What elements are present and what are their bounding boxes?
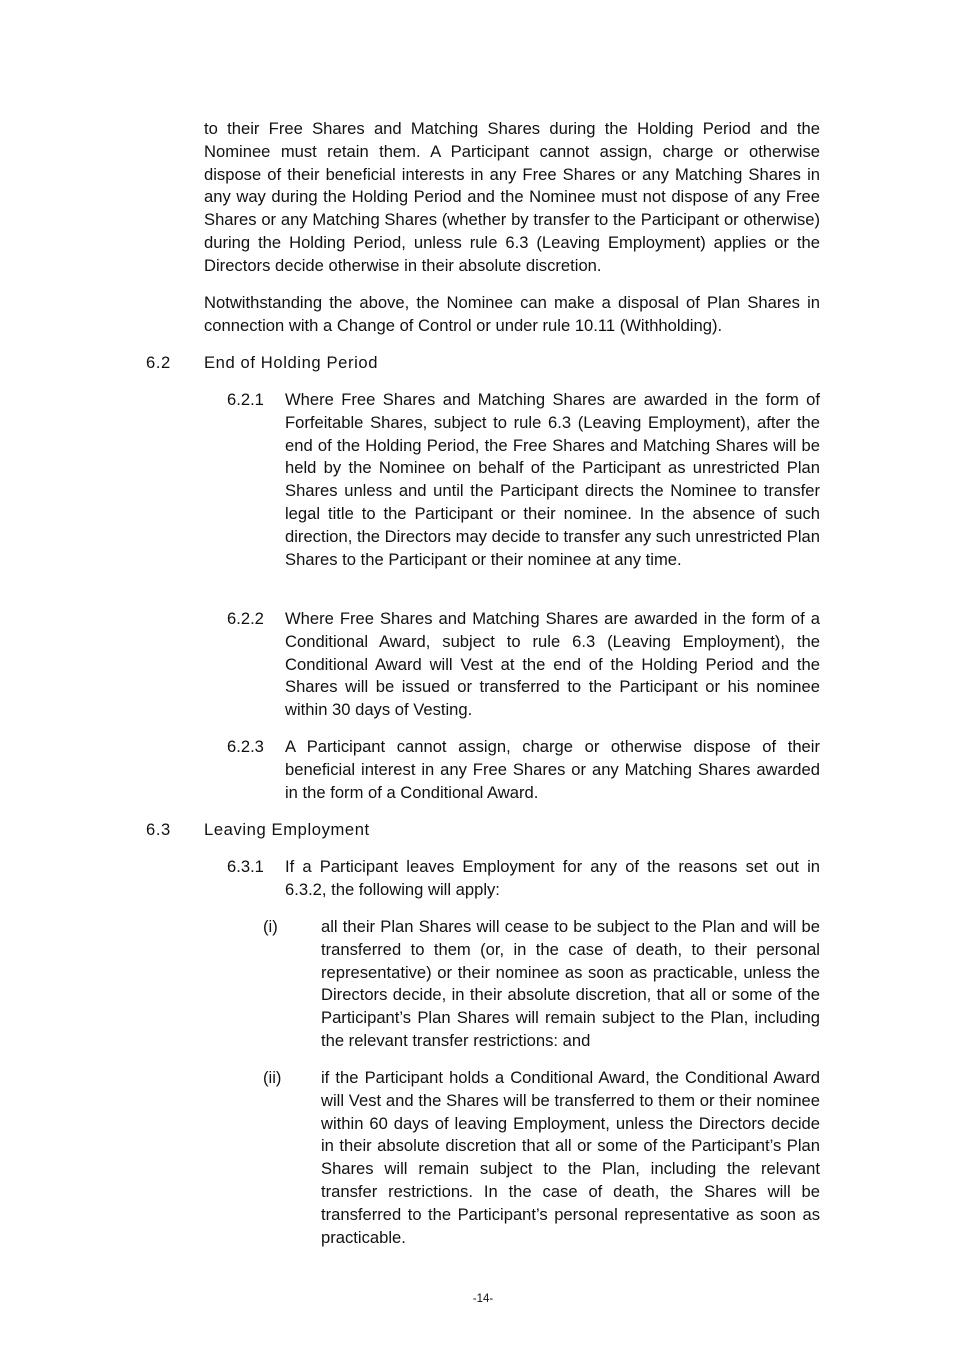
clause-text: Where Free Shares and Matching Shares are awarded in the form of a Conditional Award, subject to rule 6.3 (Leaving Employment), the Conditional Award will Vest at the end of the Holding Period and the Shares will be issued or transferred to the Participant or his nominee within 30 days of Vesting. [285, 609, 820, 720]
page-number: -14- [472, 1293, 494, 1305]
intro-paragraph-notwithstanding: Notwithstanding the above, the Nominee can make a disposal of Plan Shares in connection with a Change of Control or under rule 10.11 (Withholding). [204, 293, 820, 335]
section-heading: Leaving Employment [204, 820, 370, 839]
item-number: (i) [263, 917, 278, 936]
clause-number: 6.3.1 [227, 857, 264, 876]
intro-paragraph-holding-period: to their Free Shares and Matching Shares during the Holding Period and the Nominee must retain them. A Participant cannot assign, charge or otherwise dispose of their beneficial interests in any Free Shares or any Matching Shares in any way during the Holding Period and the Nominee must not dispose of any Free Shares or any Matching Shares (whether by transfer to the Participant or otherwise) during the Holding Period, unless rule 6.3 (Leaving Employment) applies or the Directors decide otherwise in their absolute discretion. [204, 119, 820, 275]
section-number: 6.3 [146, 820, 171, 839]
clause-text: If a Participant leaves Employment for any of the reasons set out in 6.3.2, the following will apply: [285, 857, 820, 899]
clause-number: 6.2.2 [227, 609, 264, 628]
clause-text: A Participant cannot assign, charge or otherwise dispose of their beneficial interest in any Free Shares or any Matching Shares awarded in the form of a Conditional Award. [285, 737, 820, 802]
clause-number: 6.2.3 [227, 737, 264, 756]
section-heading: End of Holding Period [204, 353, 379, 372]
section-number: 6.2 [146, 353, 171, 372]
item-text: all their Plan Shares will cease to be subject to the Plan and will be transferred to them (or, in the case of death, to their personal representative) or their nominee as soon as practicable, unless the Directors decide, in their absolute discretion, that all or some of the Participant’s Plan Shares will remain subject to the Plan, including the relevant transfer restrictions: and [321, 917, 820, 1050]
clause-text: Where Free Shares and Matching Shares are awarded in the form of Forfeitable Shares, subject to rule 6.3 (Leaving Employment), after the end of the Holding Period, the Free Shares and Matching Shares will be held by the Nominee on behalf of the Participant as unrestricted Plan Shares unless and until the Participant directs the Nominee to transfer legal title to the Participant or their nominee. In the absence of such direction, the Directors may decide to transfer any such unrestricted Plan Shares to the Participant or their nominee at any time. [285, 390, 820, 569]
item-text: if the Participant holds a Conditional Award, the Conditional Award will Vest and the Shares will be transferred to them or their nominee within 60 days of leaving Employment, unless the Directors decide in their absolute discretion that all or some of the Participant’s Plan Shares will remain subject to the Plan, including the relevant transfer restrictions. In the case of death, the Shares will be transferred to the Participant’s personal representative as soon as practicable. [321, 1068, 820, 1247]
item-number: (ii) [263, 1068, 282, 1087]
clause-number: 6.2.1 [227, 390, 264, 409]
